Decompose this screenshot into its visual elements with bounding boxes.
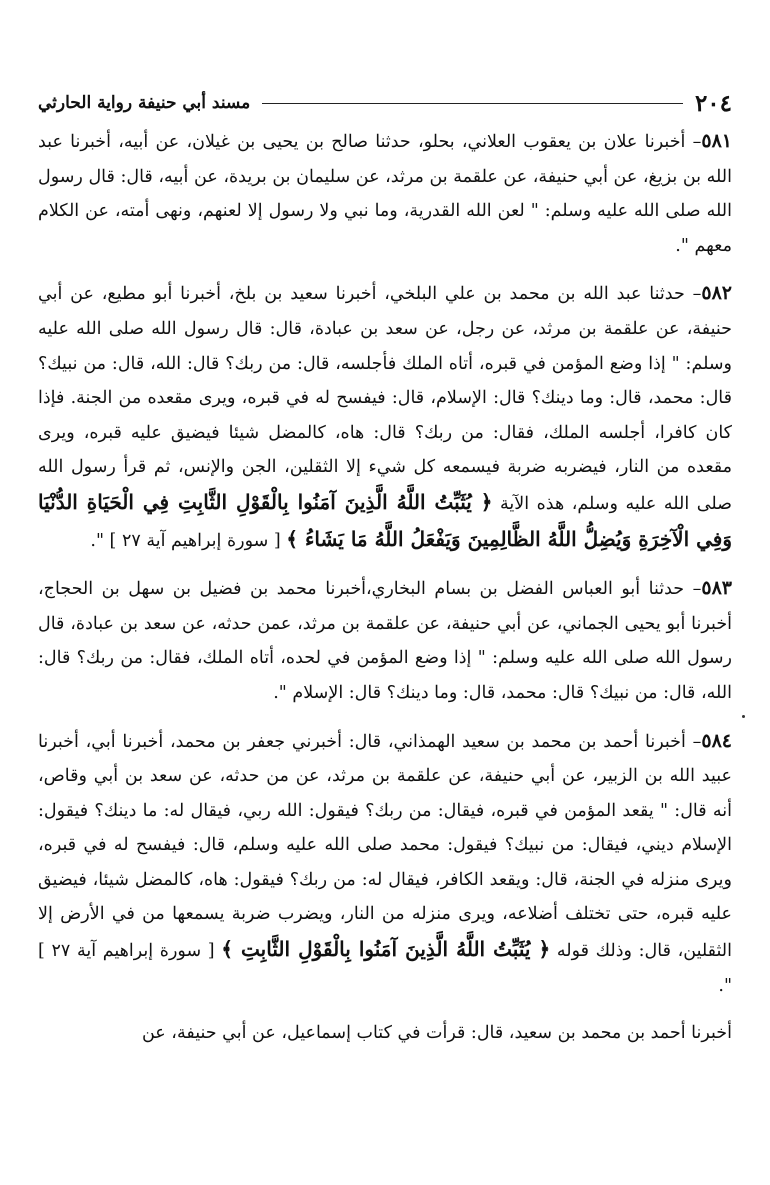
hadith-text: [ سورة إبراهيم آية ٢٧ ] ". <box>38 941 732 996</box>
hadith-number: ٥٨٤ <box>701 729 732 752</box>
quran-verse: ﴿ يُثَبِّتُ اللَّهُ الَّذِينَ آمَنُوا بِالْقَوْلِ الثَّابِتِ ﴾ <box>221 937 551 962</box>
hadith-text: – أخبرنا علان بن يعقوب العلاني، بحلو، حدثنا صالح بن يحيى بن غيلان، عن أبيه، أخبرنا عبد الله بن بزيغ، عن أبي حنيفة، عن علقمة بن مرثد، عن سليمان بن بريدة، عن أبيه، قال: قال رسول الله صلى الله عليه وسلم: " لعن الله القدرية، وما نبي ولا رسول إلا لعنهم، ونهى أمته، عن الكلام معهم ". <box>38 132 732 256</box>
quran-verse: ﴿ يُثَبِّتُ اللَّهُ الَّذِينَ آمَنُوا بِالْقَوْلِ الثَّابِتِ فِي الْحَيَاةِ الدُّنْيَا وَفِي الْآخِرَةِ وَيُضِلُّ اللَّهُ الظَّالِمِينَ وَيَفْعَلُ اللَّهُ مَا يَشَاءُ ﴾ <box>38 489 732 551</box>
page-number: ٢٠٤ <box>694 89 732 117</box>
hadith-paragraph <box>38 124 732 263</box>
hadith-paragraph <box>38 276 732 558</box>
hadith-text: – أخبرنا أحمد بن محمد بن سعيد الهمذاني، قال: أخبرني جعفر بن محمد، أخبرنا أبي، أخبرنا عبيد الله بن الزبير، عن أبي حنيفة، عن علقمة بن مرثد، عن من حدثه، عن سعد بن أبي وقاص، أنه قال: " يقعد المؤمن في قبره، فيقال: من ربك؟ فيقول: الله ربي، فيقال له: ما دينك؟ فيقول: الإسلام ديني، فيقال: من نبيك؟ فيقول: محمد صلى الله عليه وسلم، قال: فيفسح له في قبره، ويرى منزله في الجنة، قال: ويقعد الكافر، فيقال له: من ربك؟ فيقول: هاه، كالمضل شيئا، فيضيق عليه قبره، حتى تختلف أضلاعه، ويرى منزله من النار، ويضرب ضربة يسمعها من في الأرض إلا الثقلين، قال: وذلك قوله <box>38 731 732 962</box>
header-rule <box>262 103 683 104</box>
hadith-number: ٥٨٢ <box>701 282 732 305</box>
running-title: مسند أبي حنيفة رواية الحارثي <box>38 93 251 113</box>
hadith-text: – حدثنا عبد الله بن محمد بن علي البلخي، أخبرنا سعيد بن بلخ، أخبرنا أبو مطيع، عن أبي حنيفة، عن علقمة بن مرثد، عن رجل، عن سعد بن عبادة، قال: قال رسول الله صلى الله عليه وسلم: " إذا وضع المؤمن في قبره، أتاه الملك فأجلسه، قال: من ربك؟ قال: الله، قال: من نبيك؟ قال: محمد، قال: وما دينك؟ قال: الإسلام، قال: فيفسح له في قبره، ويرى مقعده من الجنة. فإذا كان كافرا، أجلسه الملك، فقال: من ربك؟ قال: هاه، كالمضل شيئا فيضيق عليه قبره، ويرى مقعده من النار، فيضربه ضربة فيسمعه كل شيء إلا الثقلين، الجن والإنس، ثم قرأ رسول الله صلى الله عليه وسلم، هذه الآية <box>38 284 733 514</box>
hadith-number: ٥٨١ <box>701 130 732 152</box>
hadith-paragraph <box>38 571 732 710</box>
margin-dot <box>742 715 745 718</box>
page-header <box>38 86 732 120</box>
hadith-text: – حدثنا أبو العباس الفضل بن بسام البخاري،أخبرنا محمد بن فضيل بن سهل بن الحجاج، أخبرنا أبو يحيى الجماني، عن أبي حنيفة، عن علقمة بن مرثد، عمن حدثه، عن سعد بن عبادة، قال رسول الله صلى الله عليه وسلم: " إذا وضع المؤمن في لحده، أتاه الملك، فقال: من ربك؟ قال: الله، قال: من نبيك؟ قال: محمد، قال: وما دينك؟ قال: الإسلام ". <box>38 579 732 703</box>
document-body <box>38 124 732 1064</box>
hadith-text: [ سورة إبراهيم آية ٢٧ ] ". <box>90 530 287 551</box>
hadith-paragraph <box>38 724 732 1004</box>
hadith-paragraph <box>38 1016 732 1051</box>
hadith-number: ٥٨٣ <box>701 577 732 600</box>
hadith-text: أخبرنا أحمد بن محمد بن سعيد، قال: قرأت في كتاب إسماعيل، عن أبي حنيفة، عن <box>141 1023 732 1044</box>
